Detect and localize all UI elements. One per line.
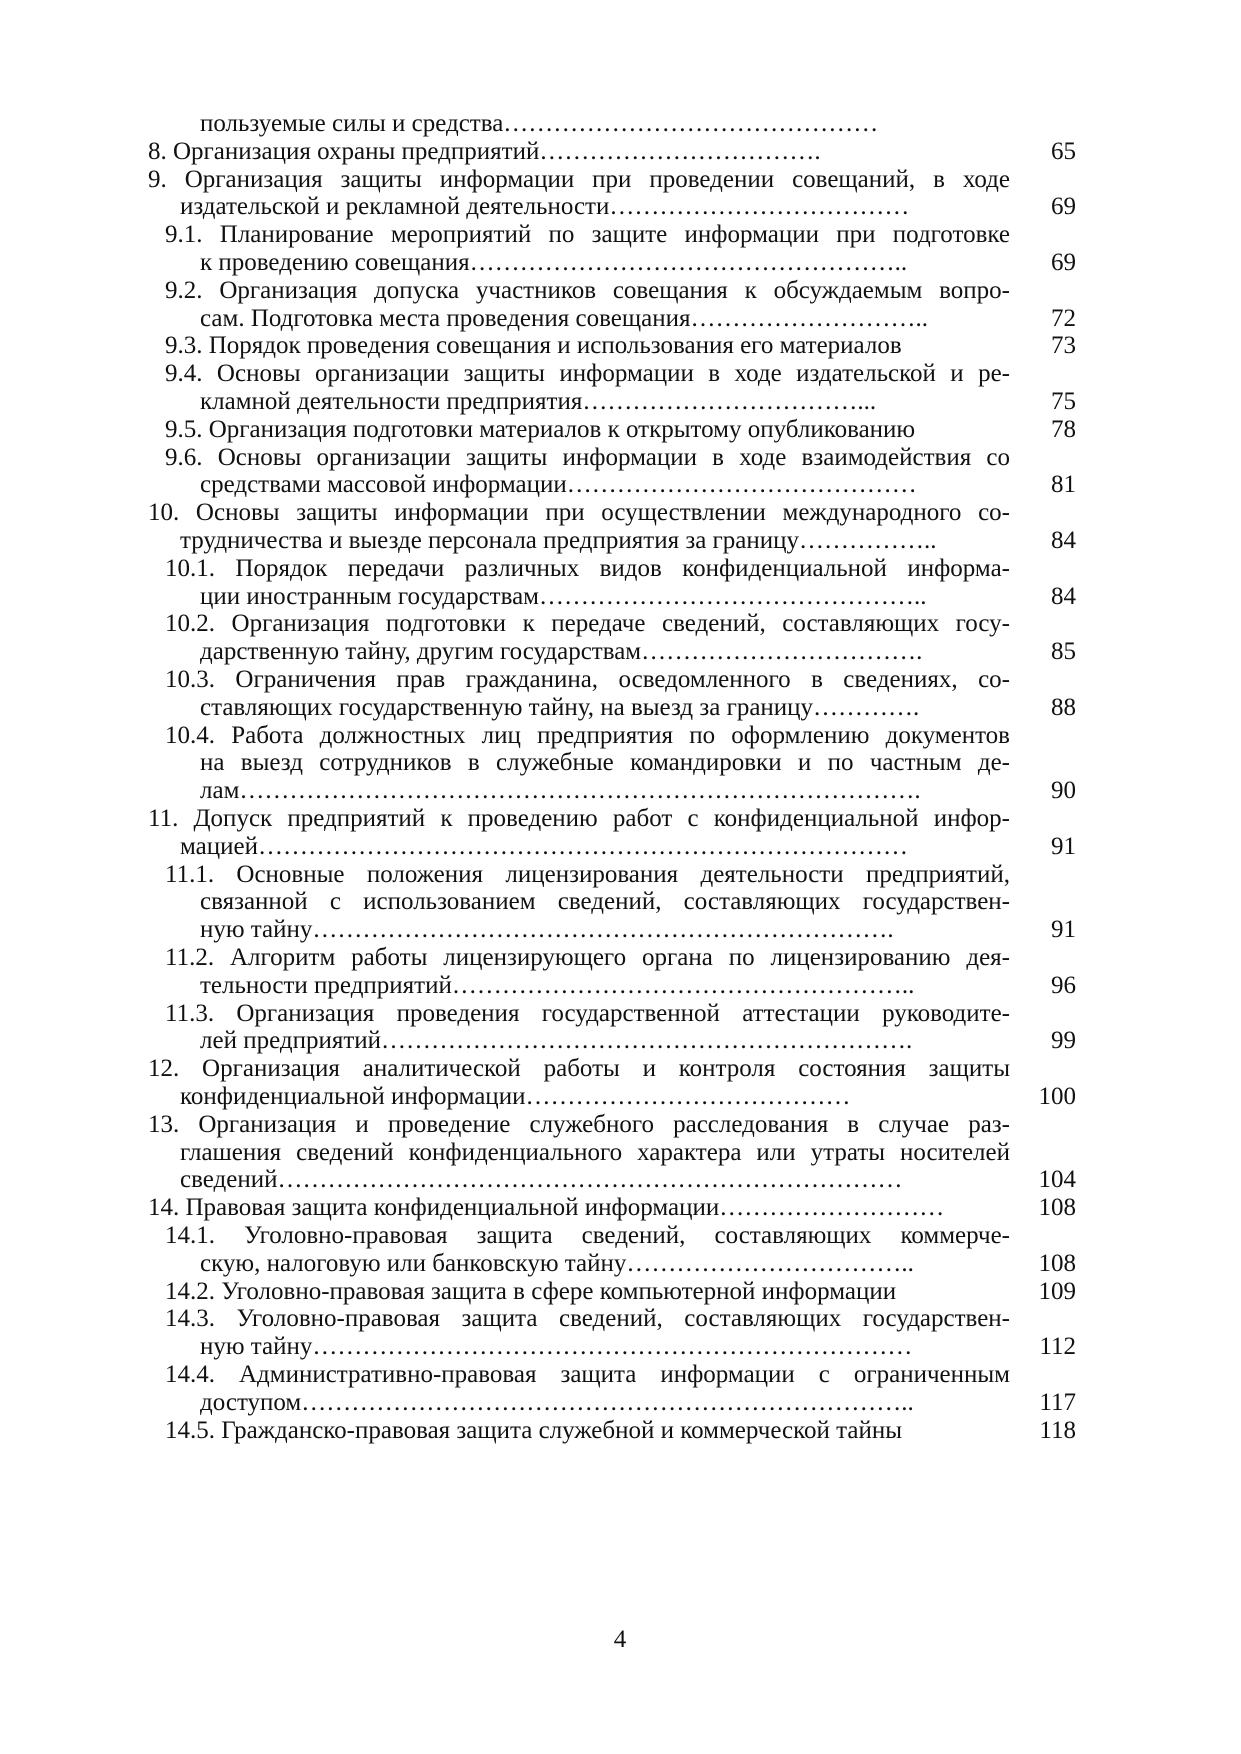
toc-entry-text: 12. Организация аналитической работы и контроля состояния защиты <box>148 1055 1010 1083</box>
toc-entry-text: 9.1. Планирование мероприятий по защите информации при подготовке <box>165 221 1010 249</box>
toc-page-number: 69 <box>1051 193 1076 221</box>
toc-entry-text: мацией…………………………………………………………………… <box>180 832 908 860</box>
toc-page-number: 69 <box>1051 249 1076 276</box>
toc-entry-text: 11. Допуск предприятий к проведению работ с конфиденциальной инфор- <box>148 805 1010 832</box>
toc-page-number: 118 <box>1039 1416 1076 1444</box>
toc-entry-text: 10.1. Порядок передачи различных видов конфиденциальной информа- <box>165 554 1010 582</box>
toc-entry-text: 10.3. Ограничения прав гражданина, осведомленного в сведениях, со- <box>165 666 1010 693</box>
toc-entry-text: связанной с использованием сведений, составляющих государствен- <box>200 888 1010 916</box>
toc-entry-text: тельности предприятий……………………………………………….. <box>200 971 915 999</box>
toc-page-number: 109 <box>1038 1277 1076 1305</box>
toc-page-number: 104 <box>1038 1166 1076 1194</box>
toc-page-number: 96 <box>1051 971 1076 999</box>
toc-entry-text: на выезд сотрудников в служебные командировки и по частным де- <box>200 749 1010 777</box>
toc-entry-text: 13. Организация и проведение служебного расследования в случае раз- <box>148 1110 1010 1138</box>
toc-page-number: 108 <box>1038 1194 1076 1222</box>
toc-entry-text: 9.4. Основы организации защиты информации в ходе издательской и ре- <box>165 360 1010 388</box>
toc-entry-text: сведений………………………………………………………………… <box>180 1166 903 1194</box>
toc-page-number: 91 <box>1051 832 1076 860</box>
toc-page-number: 91 <box>1051 916 1076 944</box>
toc-entry-text: скую, налоговую или банковскую тайну…………………………….. <box>200 1249 914 1277</box>
toc-page-number: 84 <box>1051 582 1076 610</box>
toc-entry-text: 14. Правовая защита конфиденциальной информации……………………… <box>148 1194 945 1222</box>
toc-page-number: 88 <box>1051 693 1076 721</box>
toc-entry-text: 14.2. Уголовно-правовая защита в сфере компьютерной информации <box>165 1277 897 1305</box>
toc-page-number: 84 <box>1051 527 1076 554</box>
toc-entry-text: 14.1. Уголовно-правовая защита сведений, составляющих коммерче- <box>165 1222 1010 1249</box>
toc-entry-text: конфиденциальной информации………………………………… <box>180 1083 851 1110</box>
toc-entry-text: 11.1. Основные положения лицензирования деятельности предприятий, <box>165 860 1010 888</box>
toc-entry-text: сам. Подготовка места проведения совещания……………………….. <box>200 304 928 332</box>
toc-entry-text: лей предприятий………………………………………………………. <box>200 1027 913 1055</box>
toc-page-number: 99 <box>1051 1027 1076 1055</box>
toc-entry-text: 8. Организация охраны предприятий……………………………. <box>148 137 821 165</box>
toc-page-number: 100 <box>1038 1083 1076 1110</box>
toc-entry-text: 14.3. Уголовно-правовая защита сведений, составляющих государствен- <box>165 1305 1010 1333</box>
toc-page-number: 65 <box>1051 137 1076 165</box>
toc-entry-text: кламной деятельности предприятия……………………………... <box>200 388 877 415</box>
toc-entry-text: 9. Организация защиты информации при проведении совещаний, в ходе <box>148 165 1010 193</box>
toc-page-number: 90 <box>1051 777 1076 805</box>
toc-entry-text: 10.2. Организация подготовки к передаче сведений, составляющих госу- <box>165 610 1010 638</box>
toc-page-number: 117 <box>1039 1388 1076 1416</box>
toc-page-number: 78 <box>1051 415 1076 443</box>
toc-entry-text: дарственную тайну, другим государствам……………………………. <box>200 638 923 666</box>
toc-entry-text: ставляющих государственную тайну, на выезд за границу…………. <box>200 693 920 721</box>
toc-entry-text: средствами массовой информации…………………………………… <box>200 471 917 499</box>
toc-page-number: 73 <box>1051 332 1076 360</box>
toc-page-number: 108 <box>1038 1249 1076 1277</box>
toc-page-number: 112 <box>1039 1333 1076 1361</box>
toc-entry-text: 14.4. Административно-правовая защита информации с ограниченным <box>165 1361 1010 1388</box>
toc-page-number: 81 <box>1051 471 1076 499</box>
toc-entry-text: 11.3. Организация проведения государственной аттестации руководите- <box>165 999 1010 1027</box>
toc-entry-text: 9.5. Организация подготовки материалов к открытому опубликованию <box>165 415 916 443</box>
toc-entry-text: издательской и рекламной деятельности……………………………… <box>180 193 910 221</box>
toc-entry-text: трудничества и выезде персонала предприятия за границу…………….. <box>180 527 937 554</box>
toc-entry-text: ции иностранным государствам……………………………………….. <box>200 582 927 610</box>
page-number: 4 <box>613 1626 627 1653</box>
toc-page-number: 72 <box>1051 304 1076 332</box>
toc-page-number: 85 <box>1051 638 1076 666</box>
toc-entry-text: 11.2. Алгоритм работы лицензирующего органа по лицензированию дея- <box>165 944 1010 971</box>
toc-entry-text: лам………………………………………………………………………. <box>200 777 921 805</box>
toc-entry-text: глашения сведений конфиденциального характера или утраты носителей <box>180 1138 1010 1166</box>
toc-page-number: 75 <box>1051 388 1076 415</box>
toc-entry-text: 9.3. Порядок проведения совещания и использования его материалов <box>165 332 902 360</box>
toc-entry-text: к проведению совещания…………………………………………….. <box>200 249 908 276</box>
toc-entry-text: 9.6. Основы организации защиты информации в ходе взаимодействия со <box>165 443 1010 471</box>
toc-entry-text: 14.5. Гражданско-правовая защита служебной и коммерческой тайны <box>165 1416 903 1444</box>
toc-entry-text: ную тайну……………………………………………………………… <box>200 1333 913 1361</box>
toc-entry-text: доступом……………………………………………………………….. <box>200 1388 914 1416</box>
toc-entry-text: 10. Основы защиты информации при осуществлении международного со- <box>148 499 1010 527</box>
toc-entry-text: пользуемые силы и средства……………………………………… <box>200 110 879 137</box>
toc-entry-text: 10.4. Работа должностных лиц предприятия по оформлению документов <box>165 721 1010 749</box>
toc-entry-text: ную тайну……………………………………………………………. <box>200 916 894 944</box>
toc-entry-text: 9.2. Организация допуска участников совещания к обсуждаемым вопро- <box>165 276 1010 304</box>
